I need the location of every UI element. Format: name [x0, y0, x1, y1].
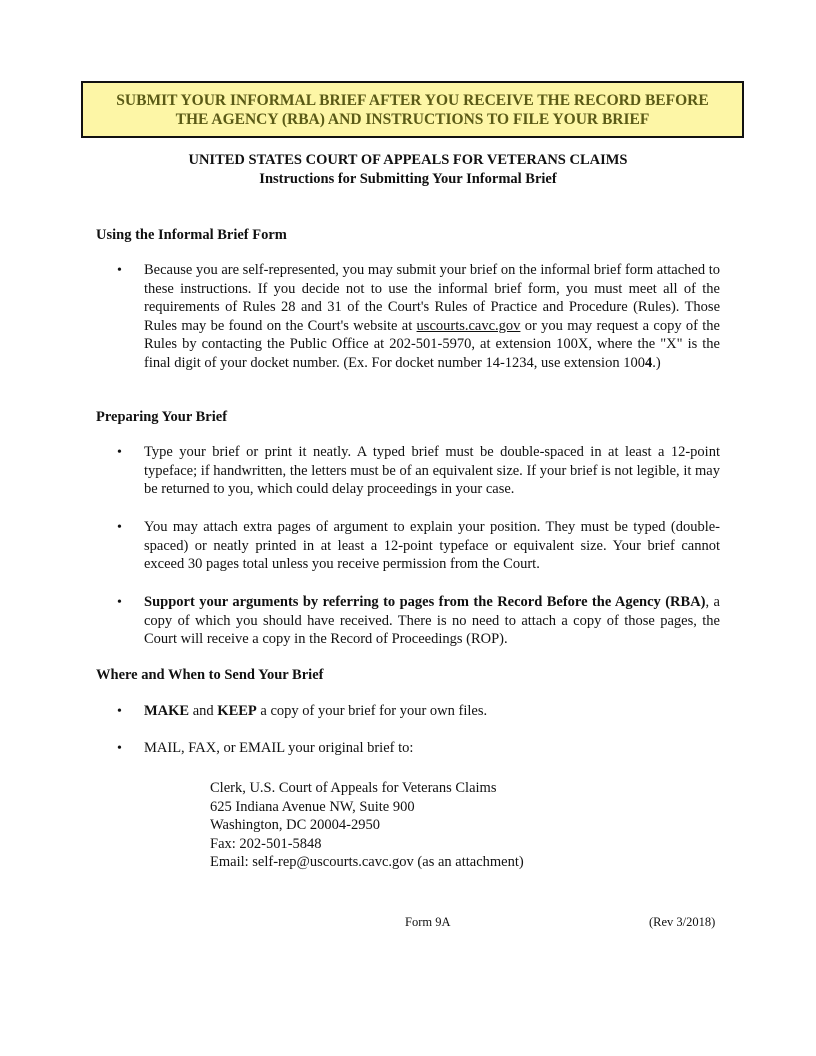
address-line-city: Washington, DC 20004-2950 [210, 817, 381, 833]
bullet-text-bold: Support your arguments by referring to pages from the Record Before the Agency (RBA) [144, 594, 706, 610]
bullet-marker: • [117, 741, 122, 756]
bullet-marker: • [117, 263, 122, 278]
form-number: Form 9A [405, 915, 451, 929]
bullet-text: and [189, 703, 218, 719]
revision-date: (Rev 3/2018) [649, 915, 716, 929]
bullet-marker: • [117, 445, 122, 460]
address-line-street: 625 Indiana Avenue NW, Suite 900 [210, 798, 415, 815]
bullet-text-bold: MAKE [144, 703, 190, 719]
section-heading-using-form: Using the Informal Brief Form [96, 227, 287, 243]
bullet-text-bold: KEEP [217, 703, 257, 719]
address-line-fax: Fax: 202-501-5848 [210, 835, 322, 852]
bullet-text: .) [652, 354, 661, 371]
bullet-support-arguments [144, 593, 720, 649]
bullet-extra-pages: You may attach extra pages of argument to explain your position. They must be typed (double-spaced) or neatly printed in at least a 12-point typeface or equivalent size. Your brief cannot exceed 30 pages total unless you receive permission from the Court. [144, 519, 720, 572]
mailing-address [210, 779, 524, 872]
bullet-marker: • [117, 704, 122, 719]
court-name: UNITED STATES COURT OF APPEALS FOR VETERANS CLAIMS [188, 152, 628, 168]
bullet-typeface: Type your brief or print it neatly. A typed brief must be double-spaced in at least a 12-point typeface; if handwritten, the letters must be of an equivalent size. If your brief is not legible, it may be returned to you, which could delay proceedings in your case. [144, 444, 720, 497]
section-heading-where-when: Where and When to Send Your Brief [96, 667, 324, 683]
bullet-mail-fax-email: MAIL, FAX, or EMAIL your original brief to: [144, 740, 414, 756]
banner-line-1: SUBMIT YOUR INFORMAL BRIEF AFTER YOU RECEIVE THE RECORD BEFORE [116, 91, 709, 109]
bullet-text: a copy of your brief for your own files. [256, 703, 488, 719]
submit-notice-banner [81, 81, 744, 138]
bullet-text: , a copy of which you should have received. There is no need to attach a copy of those pages, the Court will receive a copy in the Record of Proceedings (ROP). [144, 594, 720, 647]
bullet-self-represented [144, 261, 720, 372]
bullet-text: or you may request a copy of the Rules by contacting the Public Office at 202-501-5970, at extension 100X, where the "X" is the final digit of your docket number. (Ex. For docket number 14-1234, use extension 100 [144, 317, 720, 371]
bullet-make-keep [144, 702, 720, 721]
section-heading-preparing: Preparing Your Brief [96, 409, 228, 425]
document-subtitle: Instructions for Submitting Your Informal Brief [259, 171, 557, 187]
bullet-text: Because you are self-represented, you may submit your brief on the informal brief form attached to these instructions. If you decide not to use the informal brief form, you must meet all of the requirements of Rules 28 and 31 of the Court's Rules of Practice and Procedure (Rules). Those Rules may be found on the Court's website at [144, 262, 720, 334]
bullet-marker: • [117, 595, 122, 610]
court-website-link[interactable]: uscourts.cavc.gov [416, 317, 521, 334]
address-line-clerk: Clerk, U.S. Court of Appeals for Veterans Claims [210, 780, 497, 796]
banner-line-2: THE AGENCY (RBA) AND INSTRUCTIONS TO FILE YOUR BRIEF [175, 110, 650, 128]
bullet-marker: • [117, 520, 122, 535]
extension-digit: 4 [644, 354, 653, 371]
address-line-email: Email: self-rep@uscourts.cavc.gov (as an attachment) [210, 854, 524, 870]
